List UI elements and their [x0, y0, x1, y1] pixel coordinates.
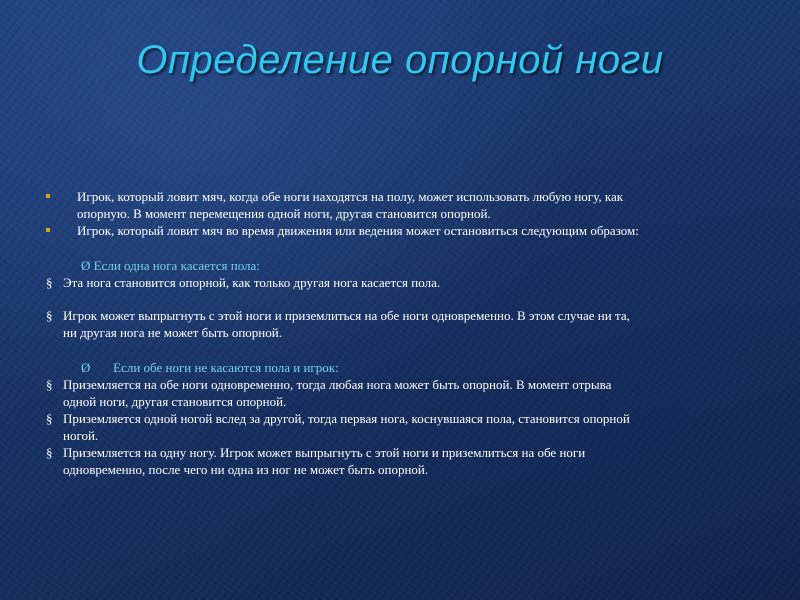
section-2-item-2-line-2: ногой.: [63, 428, 99, 443]
section-1-heading-text: Если одна нога касается пола:: [90, 258, 260, 273]
slide-content: [46, 188, 756, 478]
section-1-item-2-line-2: ни другая нога не может быть опорной.: [63, 325, 282, 340]
section-marker-icon: §: [46, 377, 53, 392]
bullet-item-1-line-2: опорную. В момент перемещения одной ноги, другая становится опорной.: [77, 206, 491, 221]
arrow-marker-icon: Ø: [81, 360, 91, 375]
section-marker-icon: §: [46, 411, 53, 426]
section-2-item-3-line-2: одновременно, после чего ни одна из ног не может быть опорной.: [63, 462, 429, 477]
bullet-item-2: [46, 222, 756, 239]
section-marker-icon: §: [46, 308, 53, 323]
bullet-item-1-line-1: Игрок, который ловит мяч, когда обе ноги находятся на полу, может использовать любую ногу, как: [77, 189, 624, 204]
section-1-item-2-line-1: Игрок может выпрыгнуть с этой ноги и приземлиться на обе ноги одновременно. В этом случае ни та,: [63, 308, 630, 323]
arrow-marker-icon: Ø: [81, 258, 91, 273]
slide-title: Определение опорной ноги: [136, 38, 664, 82]
section-2-heading-text: Если обе ноги не касаются пола и игрок:: [90, 360, 339, 375]
section-2-item-2: [46, 410, 756, 444]
section-1-item-1: [46, 274, 756, 291]
section-marker-icon: §: [46, 275, 53, 290]
section-2-item-1-line-2: одной ноги, другая становится опорной.: [63, 394, 287, 409]
section-2-item-1-line-1: Приземляется на обе ноги одновременно, тогда любая нога может быть опорной. В момент отрыва: [63, 377, 612, 392]
section-1-item-1-line-1: Эта нога становится опорной, как только другая нога касается пола.: [63, 275, 441, 290]
section-2-heading: [46, 359, 756, 376]
bullet-item-1: [46, 188, 756, 222]
bullet-item-2-line-1: Игрок, который ловит мяч во время движения или ведения может остановиться следующим образом:: [77, 223, 639, 238]
square-bullet-icon: [46, 228, 50, 232]
section-2-item-1: [46, 376, 756, 410]
section-1-item-2: [46, 307, 756, 341]
section-2-item-2-line-1: Приземляется одной ногой вслед за другой, тогда первая нога, коснувшаяся пола, становится опорной: [63, 411, 630, 426]
section-2-item-3-line-1: Приземляется на одну ногу. Игрок может выпрыгнуть с этой ноги и приземлиться на обе ноги: [63, 445, 586, 460]
square-bullet-icon: [46, 194, 50, 198]
section-2-item-3: [46, 444, 756, 478]
section-1-heading: [46, 257, 756, 274]
section-marker-icon: §: [46, 445, 53, 460]
